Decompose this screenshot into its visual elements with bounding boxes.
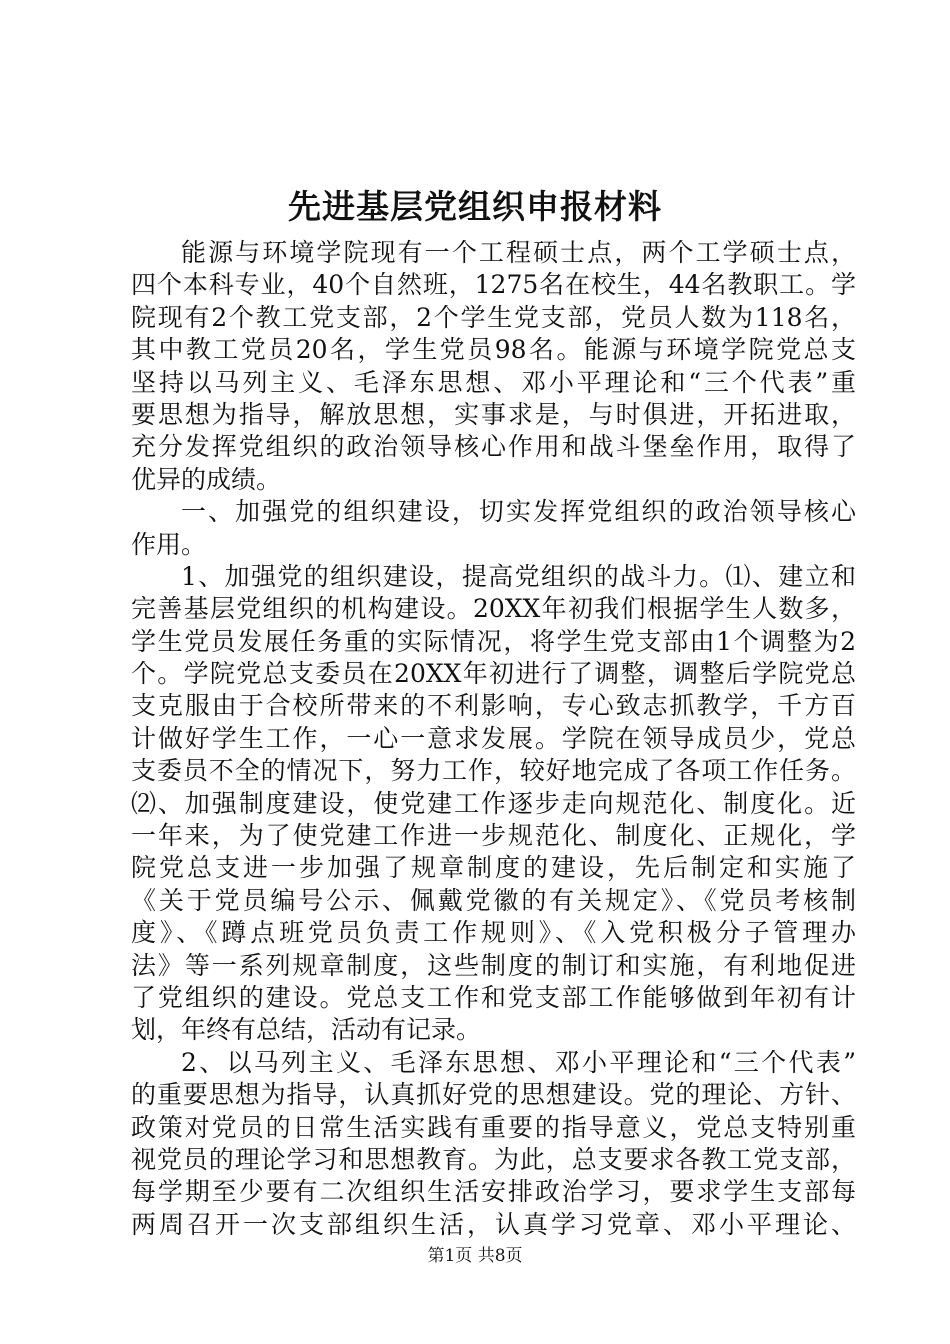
text-line: 的重要思想为指导，认真抓好党的思想建设。党的理论、方针、 xyxy=(131,1080,856,1110)
text-line: 划，年终有总结，活动有记录。 xyxy=(131,1015,482,1045)
text-line: 完善基层党组织的机构建设。20XX年初我们根据学生人数多， xyxy=(131,594,856,624)
text-line: 《关于党员编号公示、佩戴党徽的有关规定》、《党员考核制 xyxy=(131,885,856,915)
text-line: 充分发挥党组织的政治领导核心作用和战斗堡垒作用，取得了 xyxy=(131,432,856,462)
text-line: 能源与环境学院现有一个工程硕士点，两个工学硕士点， xyxy=(181,238,856,267)
section-heading-line: 作用。 xyxy=(131,529,207,559)
text-line: 每学期至少要有二次组织生活安排政治学习，要求学生支部每 xyxy=(131,1177,856,1207)
text-line: 一年来，为了使党建工作进一步规范化、制度化、正规化，学 xyxy=(131,821,856,851)
text-line: 其中教工党员20名，学生党员98名。能源与环境学院党总支 xyxy=(131,335,856,365)
text-line: 坚持以马列主义、毛泽东思想、邓小平理论和“三个代表”重 xyxy=(131,367,856,397)
document-body xyxy=(131,237,856,1241)
document-title: 先进基层党组织申报材料 xyxy=(288,187,662,226)
text-line: 要思想为指导，解放思想，实事求是，与时俱进，开拓进取， xyxy=(131,399,856,429)
text-line: 了党组织的建设。党总支工作和党支部工作能够做到年初有计 xyxy=(131,982,856,1012)
text-line: 2、以马列主义、毛泽东思想、邓小平理论和“三个代表” xyxy=(181,1047,856,1077)
text-line: 个。学院党总支委员在20XX年初进行了调整，调整后学院党总 xyxy=(131,659,856,689)
text-line: 政策对党员的日常生活实践有重要的指导意义，党总支特别重 xyxy=(131,1112,856,1142)
text-line: 计做好学生工作，一心一意求发展。学院在领导成员少，党总 xyxy=(131,723,856,753)
text-line: 度》、《蹲点班党员负责工作规则》、《入党积极分子管理办 xyxy=(131,918,856,948)
text-line: 1、加强党的组织建设，提高党组织的战斗力。⑴、建立和 xyxy=(181,561,856,591)
page-number-footer: 第1页 共8页 xyxy=(427,1246,523,1266)
text-line: 支委员不全的情况下，努力工作，较好地完成了各项工作任务。 xyxy=(131,756,856,786)
text-line: ⑵、加强制度建设，使党建工作逐步走向规范化、制度化。近 xyxy=(131,788,856,818)
text-line: 四个本科专业，40个自然班，1275名在校生，44名教职工。学 xyxy=(131,270,856,300)
text-line: 优异的成绩。 xyxy=(131,464,282,494)
text-line: 支克服由于合校所带来的不利影响，专心致志抓教学，千方百 xyxy=(131,691,856,721)
text-line: 法》等一系列规章制度，这些制度的制订和实施，有利地促进 xyxy=(131,950,856,980)
text-line: 院党总支进一步加强了规章制度的建设，先后制定和实施了 xyxy=(131,853,856,883)
text-line: 两周召开一次支部组织生活，认真学习党章、邓小平理论、 xyxy=(131,1209,856,1239)
text-line: 院现有2个教工党支部，2个学生党支部，党员人数为118名， xyxy=(131,302,856,332)
text-line: 学生党员发展任务重的实际情况，将学生党支部由1个调整为2 xyxy=(131,626,856,656)
text-line: 视党员的理论学习和思想教育。为此，总支要求各教工党支部， xyxy=(131,1144,856,1174)
section-heading-line: 一、加强党的组织建设，切实发挥党组织的政治领导核心 xyxy=(181,497,856,527)
